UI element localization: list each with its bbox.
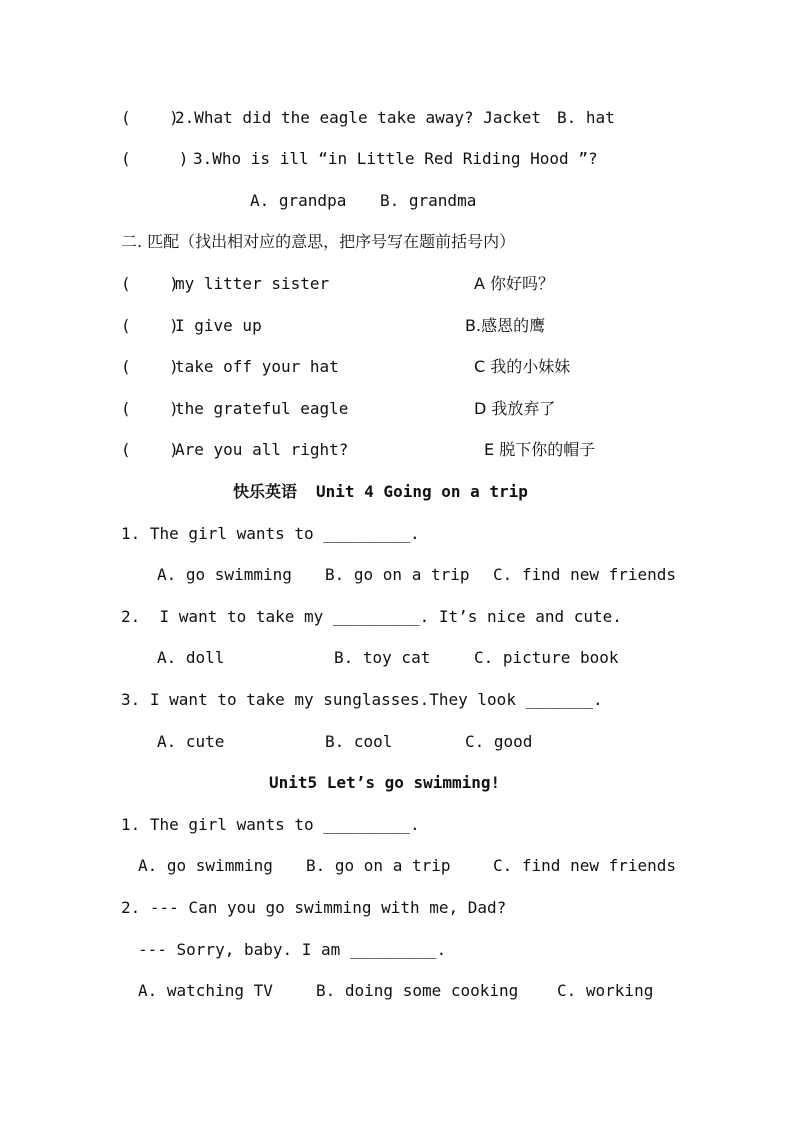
match-row-1-english: my litter sister (175, 274, 330, 293)
match-row-4-chinese: D 我放弃了 (474, 399, 556, 418)
match-row-2-chinese: B.感恩的鹰 (465, 316, 546, 335)
unit5-q2-option-a: A. watching TV (138, 981, 273, 1000)
q3-option-b: B. grandma (380, 191, 477, 210)
unit5-title: Unit5 Let’s go swimming! (269, 773, 501, 792)
match-section-heading: 二. 匹配（找出相对应的意思，把序号写在题前括号内） (121, 232, 516, 251)
unit5-q1-option-c: C. find new friends (493, 856, 677, 875)
match-row-2-paren[interactable]: ( ) (121, 316, 179, 335)
q2-answer-paren[interactable]: ( ) (121, 108, 179, 127)
unit4-q2-option-b: B. toy cat (334, 648, 431, 667)
match-row-5-paren[interactable]: ( ) (121, 440, 179, 459)
unit4-q1-option-c: C. find new friends (493, 565, 677, 584)
match-row-3-chinese: C 我的小妹妹 (474, 357, 571, 376)
match-row-4-paren[interactable]: ( ) (121, 399, 179, 418)
unit4-q2-text: 2. I want to take my _________. It’s nice and cute. (121, 607, 622, 626)
unit5-q1-option-b: B. go on a trip (306, 856, 451, 875)
unit4-q2-option-c: C. picture book (474, 648, 619, 667)
unit4-q1-option-b: B. go on a trip (325, 565, 470, 584)
unit5-q1-option-a: A. go swimming (138, 856, 273, 875)
unit4-q3-text: 3. I want to take my sunglasses.They look _______. (121, 690, 603, 709)
unit5-q1-text: 1. The girl wants to _________. (121, 815, 420, 834)
match-row-5-chinese: E 脱下你的帽子 (484, 440, 596, 459)
unit5-q2-line2: --- Sorry, baby. I am _________. (138, 940, 447, 959)
match-row-4-english: the grateful eagle (175, 399, 349, 418)
unit4-q3-option-c: C. good (465, 732, 533, 751)
unit4-title-en: Unit 4 Going on a trip (316, 482, 528, 501)
unit5-q2-option-b: B. doing some cooking (316, 981, 519, 1000)
unit5-q2-line1: 2. --- Can you go swimming with me, Dad? (121, 898, 507, 917)
match-row-1-chinese: A 你好吗？ (474, 274, 555, 293)
q2-question-text: 2.What did the eagle take away? Jacket (175, 108, 542, 127)
match-row-3-english: take off your hat (175, 357, 339, 376)
q3-option-a: A. grandpa (250, 191, 347, 210)
unit4-q3-option-a: A. cute (157, 732, 225, 751)
unit4-q3-option-b: B. cool (325, 732, 393, 751)
match-row-2-english: I give up (175, 316, 262, 335)
match-row-3-paren[interactable]: ( ) (121, 357, 179, 376)
unit4-title-cn: 快乐英语 (233, 482, 298, 501)
unit4-q1-text: 1. The girl wants to _________. (121, 524, 420, 543)
q2-option-b: B. hat (557, 108, 615, 127)
match-row-1-paren[interactable]: ( ) (121, 274, 179, 293)
q3-question-text: 3.Who is ill “in Little Red Riding Hood ”? (193, 149, 598, 168)
match-row-5-english: Are you all right? (175, 440, 349, 459)
unit4-q2-option-a: A. doll (157, 648, 225, 667)
unit5-q2-option-c: C. working (557, 981, 654, 1000)
q3-answer-paren[interactable]: ( ) (121, 149, 189, 168)
unit4-q1-option-a: A. go swimming (157, 565, 292, 584)
